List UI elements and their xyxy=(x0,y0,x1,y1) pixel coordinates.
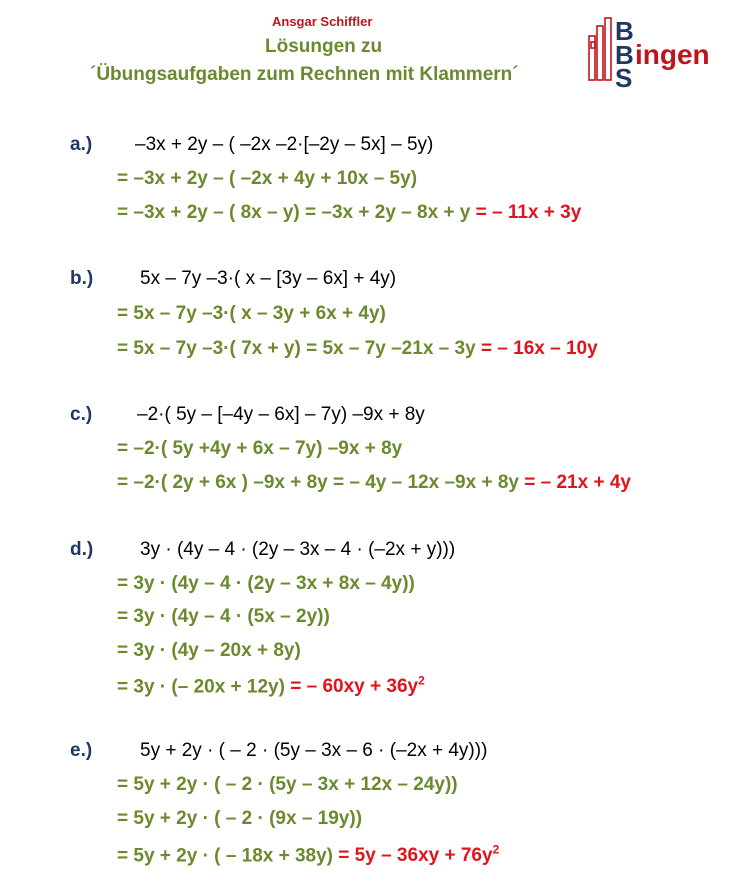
problem-task: 3y · (4y – 4 · (2y – 3x – 4 · (–2x + y))) xyxy=(140,539,456,560)
logo-word-ingen: ingen xyxy=(635,39,710,70)
solution-step: = 3y · (4y – 4 · (2y – 3x + 8x – 4y)) xyxy=(117,573,415,594)
final-result: = – $60xy + 36y^2$ xyxy=(290,674,425,698)
page-title-line2: ´Übungsaufgaben zum Rechnen mit Klammern´ xyxy=(90,64,519,85)
problem-task: 5x – 7y –3·( x – [3y – 6x] + 4y) xyxy=(140,268,397,289)
final-result: = $5y - 36xy + 76y^2$ xyxy=(338,843,500,867)
solution-step: = 5y + 2y · ( – $18x + 38y) = 5y - 36xy + 76y^2$ xyxy=(117,843,500,867)
problem-label: b.) xyxy=(70,268,94,289)
author-name: Ansgar Schiffler xyxy=(272,14,373,29)
final-result: = – 21x + 4y xyxy=(524,472,631,493)
problem-task: –2·( 5y – [–4y – 6x] – 7y) –9x + 8y xyxy=(137,404,425,425)
final-result: = – 16x – 10y xyxy=(480,338,598,359)
solution-step: = 5y + 2y · ( – 2 · (5y – 3x + 12x – 24y)) xyxy=(117,774,458,795)
logo-letter-b1: B xyxy=(615,16,634,46)
problem-task: 5y + 2y · ( – 2 · (5y – 3x – 6 · (–2x + 4y))) xyxy=(140,740,488,761)
problem-label: c.) xyxy=(70,404,93,425)
problem-label: d.) xyxy=(70,539,94,560)
solution-step: = 5y + 2y · ( – 2 · (9x – 19y)) xyxy=(117,808,363,829)
problem-label: e.) xyxy=(70,740,93,761)
solution-step: = 5x – 7y –3·( x – 3y + 6x + 4y) xyxy=(117,303,386,324)
solution-step: = 5x – 7y –3·( 7x + y) = 5x – 7y –21x – 3y = – 16x – 10y xyxy=(117,338,598,359)
solution-step: = 3y · (4y – 4 · (5x – 2y)) xyxy=(117,606,330,627)
bbs-bingen-logo xyxy=(585,14,730,90)
problem-task: –3x + 2y – ( –2x –2·[–2y – 5x] – 5y) xyxy=(135,134,434,155)
solution-step: = 3y · (4y – 20x + 8y) xyxy=(117,640,301,661)
final-result: = – 11x + 3y xyxy=(475,202,582,223)
logo-letter-s: S xyxy=(615,63,633,90)
problem-label: a.) xyxy=(70,134,93,155)
logo-letter-b2: B xyxy=(615,40,634,70)
solution-step: = 3y · (– 20x + 12y) = – $60xy + 36y^2$ xyxy=(117,674,425,698)
solution-step: = –2·( 2y + 6x ) –9x + 8y = – 4y – 12x –9x + 8y = – 21x + 4y xyxy=(117,472,631,493)
solution-step: = –3x + 2y – ( –2x + 4y + 10x – 5y) xyxy=(117,168,418,189)
page-title-line1: Lösungen zu xyxy=(265,36,383,57)
solution-step: = –3x + 2y – ( 8x – y) = –3x + 2y – 8x + y = – 11x + 3y xyxy=(117,202,582,223)
solution-step: = –2·( 5y +4y + 6x – 7y) –9x + 8y xyxy=(117,438,403,459)
